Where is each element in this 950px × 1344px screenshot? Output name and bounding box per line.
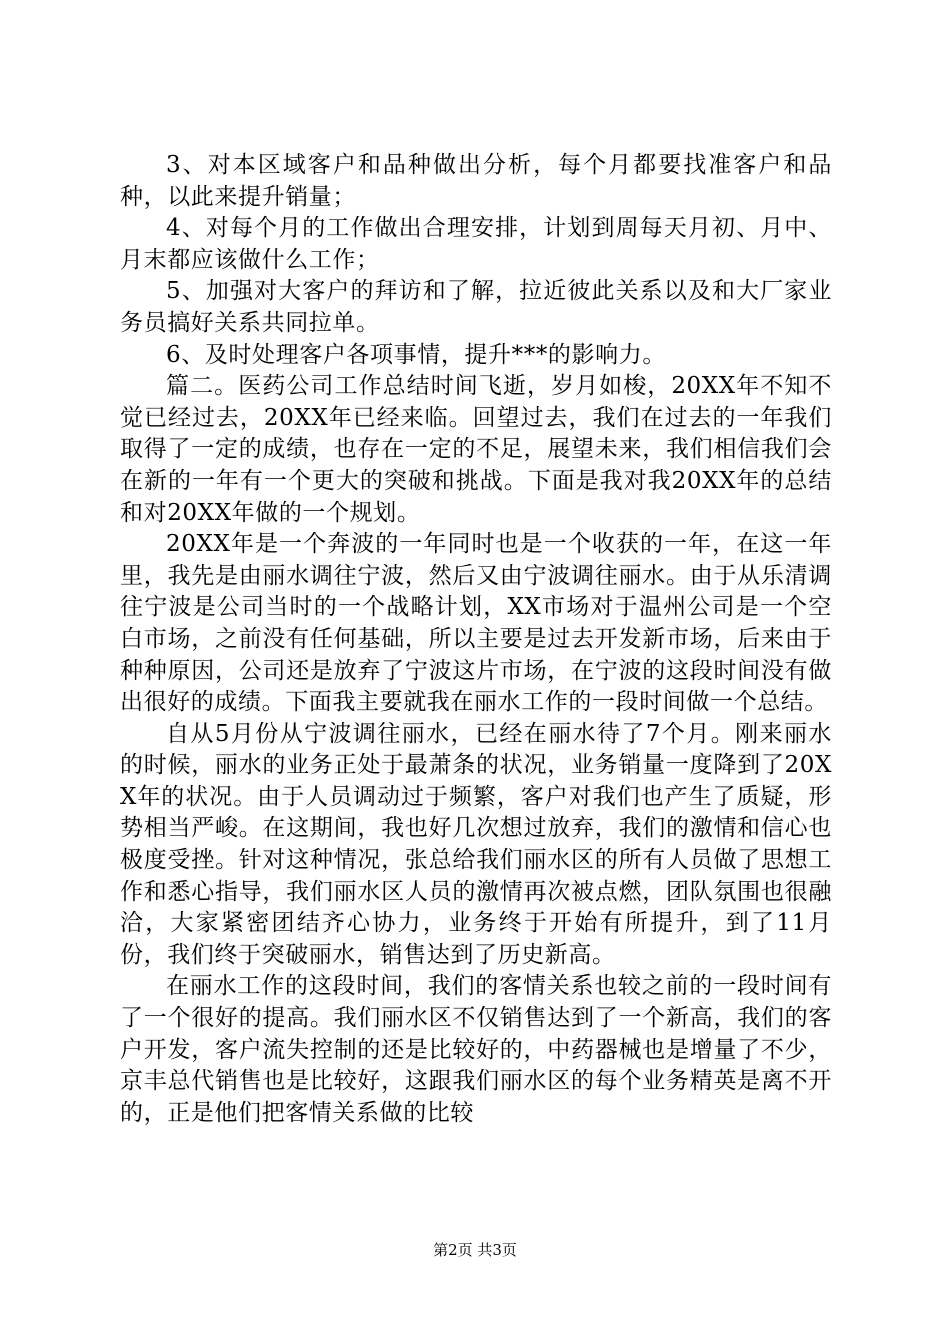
page-footer [0, 1240, 950, 1260]
paragraph-part-two-intro: 篇二。医药公司工作总结时间飞逝，岁月如梭，20XX年不知不觉已经过去，20XX年已经来临。回望过去，我们在过去的一年我们取得了一定的成绩，也存在一定的不足，展望未来，我们相信我们会在新的一年有一个更大的突破和挑战。下面是我对我20XX年的总结和对20XX年做的一个规划。 [120, 373, 832, 526]
paragraph-customer-relations: 在丽水工作的这段时间，我们的客情关系也较之前的一段时间有了一个很好的提高。我们丽水区不仅销售达到了一个新高，我们的客户开发，客户流失控制的还是比较好的，中药器械也是增量了不少，京丰总代销售也是比较好，这跟我们丽水区的每个业务精英是离不开的，正是他们把客情关系做的比较 [120, 973, 832, 1126]
paragraph-item-6: 6、及时处理客户各项事情，提升***的影响力。 [166, 341, 666, 368]
document-body [120, 150, 832, 1129]
page-number-label: 第2页 共3页 [433, 1241, 517, 1259]
paragraph-year-review: 20XX年是一个奔波的一年同时也是一个收获的一年，在这一年里，我先是由丽水调往宁波，然后又由宁波调往丽水。由于从乐清调往宁波是公司当时的一个战略计划，XX市场对于温州公司是一个空白市场，之前没有任何基础，所以主要是过去开发新市场，后来由于种种原因，公司还是放弃了宁波这片市场，在宁波的这段时间没有做出很好的成绩。下面我主要就我在丽水工作的一段时间做一个总结。 [120, 531, 832, 716]
paragraph-lishui-transfer: 自从5月份从宁波调往丽水，已经在丽水待了7个月。刚来丽水的时候，丽水的业务正处于最萧条的状况，业务销量一度降到了20XX年的状况。由于人员调动过于频繁，客户对我们也产生了质疑，形势相当严峻。在这期间，我也好几次想过放弃，我们的激情和信心也极度受挫。针对这种情况，张总给我们丽水区的所有人员做了思想工作和悉心指导，我们丽水区人员的激情再次被点燃，团队氛围也很融洽，大家紧密团结齐心协力，业务终于开始有所提升，到了11月份，我们终于突破丽水，销售达到了历史新高。 [120, 720, 832, 968]
paragraph-item-5: 5、加强对大客户的拜访和了解，拉近彼此关系以及和大厂家业务员搞好关系共同拉单。 [120, 278, 832, 336]
paragraph-item-3: 3、对本区域客户和品种做出分析，每个月都要找准客户和品种，以此来提升销量； [120, 152, 832, 210]
paragraph-item-4: 4、对每个月的工作做出合理安排，计划到周每天月初、月中、月末都应该做什么工作； [120, 215, 832, 273]
